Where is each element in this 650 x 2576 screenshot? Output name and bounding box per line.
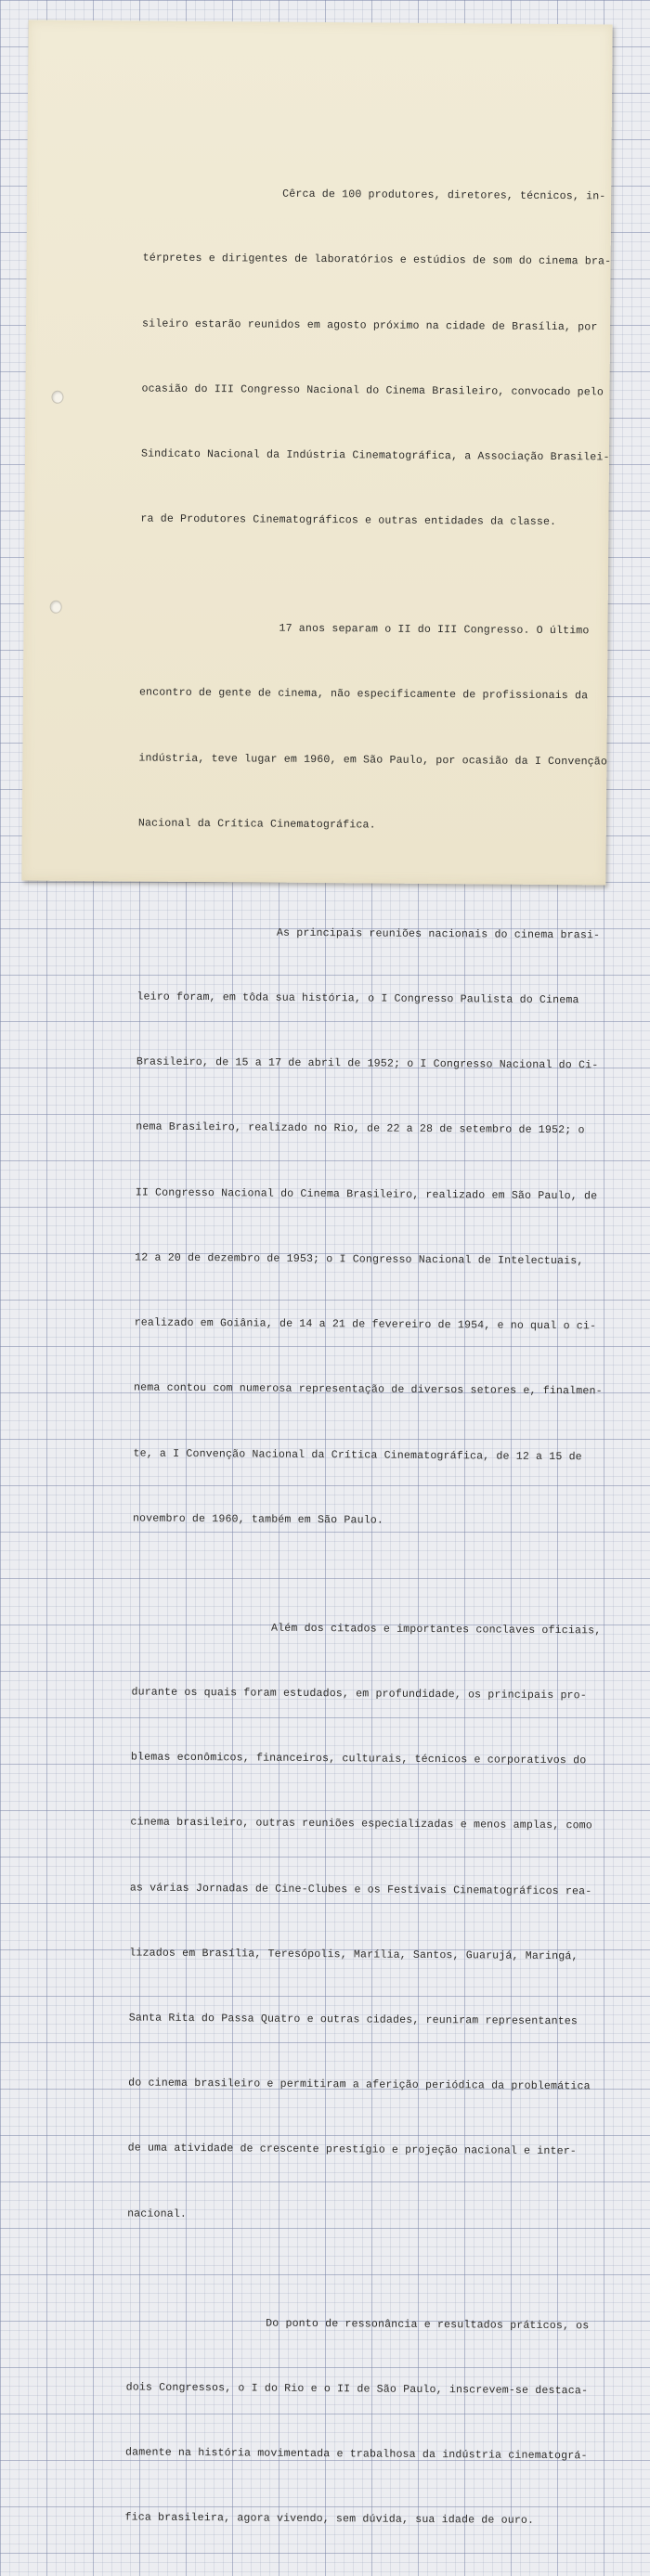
text-line: ocasião do III Congresso Nacional do Cinema Brasileiro, convocado pelo <box>141 382 604 399</box>
text-line: indústria, teve lugar em 1960, em São Paulo, por ocasião da I Convenção <box>138 752 608 769</box>
text-line: lizados em Brasília, Teresópolis, Marília, Santos, Guarujá, Maringá, <box>129 1947 578 1962</box>
text-line: do cinema brasileiro e permitiram a aferição periódica da problemática <box>128 2077 591 2093</box>
text-line: encontro de gente de cinema, não especificamente de profissionais da <box>138 686 589 703</box>
text-line: 12 a 20 de dezembro de 1953; o I Congresso Nacional de Intelectuais, <box>135 1251 584 1268</box>
text-line: Brasileiro, de 15 a 17 de abril de 1952; o I Congresso Nacional do Ci- <box>136 1055 599 1072</box>
text-line: blemas econômicos, financeiros, culturais, técnicos e corporativos do <box>130 1751 587 1767</box>
text-line: leiro foram, em tôda sua história, o I Congresso Paulista do Cinema <box>136 990 579 1007</box>
text-line: fica brasileira, agora vivendo, sem dúvida, sua idade de ouro. <box>124 2511 535 2528</box>
text-line: Do ponto de ressonância e resultados práticos, os <box>266 2317 590 2332</box>
text-line: nema contou com numerosa representação de diversos setores e, finalmen- <box>134 1381 603 1398</box>
text-line: Cêrca de 100 produtores, diretores, técnicos, in- <box>282 188 606 203</box>
document-body <box>124 118 627 2576</box>
text-line: durante os quais foram estudados, em profundidade, os principais pro- <box>131 1686 587 1702</box>
text-line: 17 anos separam o II do III Congresso. O último <box>279 622 590 638</box>
text-line: cinema brasileiro, outras reuniões especializadas e menos amplas, como <box>130 1816 592 1832</box>
punch-hole <box>50 601 62 614</box>
text-line: realizado em Goiânia, de 14 a 21 de fevereiro de 1954, e no qual o ci- <box>134 1316 597 1333</box>
text-line: sileiro estarão reunidos em agosto próximo na cidade de Brasília, por <box>142 317 598 333</box>
text-line: damente na história movimentada e trabalhosa da indústria cinematográ- <box>125 2446 588 2463</box>
punch-hole <box>51 391 63 404</box>
text-line: as várias Jornadas de Cine-Clubes e os Festivais Cinematográficos rea- <box>129 1881 592 1897</box>
text-line: Santa Rita do Passa Quatro e outras cidades, reuniram representantes <box>128 2012 578 2028</box>
text-line: novembro de 1960, também em São Paulo. <box>132 1512 384 1527</box>
text-line: II Congresso Nacional do Cinema Brasileiro, realizado em São Paulo, de <box>135 1186 598 1203</box>
text-line: Sindicato Nacional da Indústria Cinematográfica, a Associação Brasilei- <box>140 447 610 464</box>
text-line: Além dos citados e importantes conclaves oficiais, <box>271 1622 602 1638</box>
typewritten-page <box>21 20 612 2528</box>
text-line: dois Congressos, o I do Rio e o II de São Paulo, inscrevem-se destaca- <box>125 2381 589 2398</box>
text-line: nema Brasileiro, realizado no Rio, de 22 a 28 de setembro de 1952; o <box>136 1120 585 1137</box>
text-line: de uma atividade de crescente prestígio e projeção nacional e inter- <box>127 2142 577 2158</box>
text-line: nacional. <box>127 2207 188 2220</box>
text-line: Nacional da Crítica Cinematográfica. <box>137 817 376 832</box>
text-line: térpretes e dirigentes de laboratórios e estúdios de som do cinema bra- <box>142 252 612 268</box>
text-line: te, a I Convenção Nacional da Crítica Cinematográfica, de 12 a 15 de <box>133 1446 582 1463</box>
text-line: ra de Produtores Cinematográficos e outras entidades da classe. <box>140 512 557 529</box>
text-line: As principais reuniões nacionais do cinema brasi- <box>276 926 601 942</box>
